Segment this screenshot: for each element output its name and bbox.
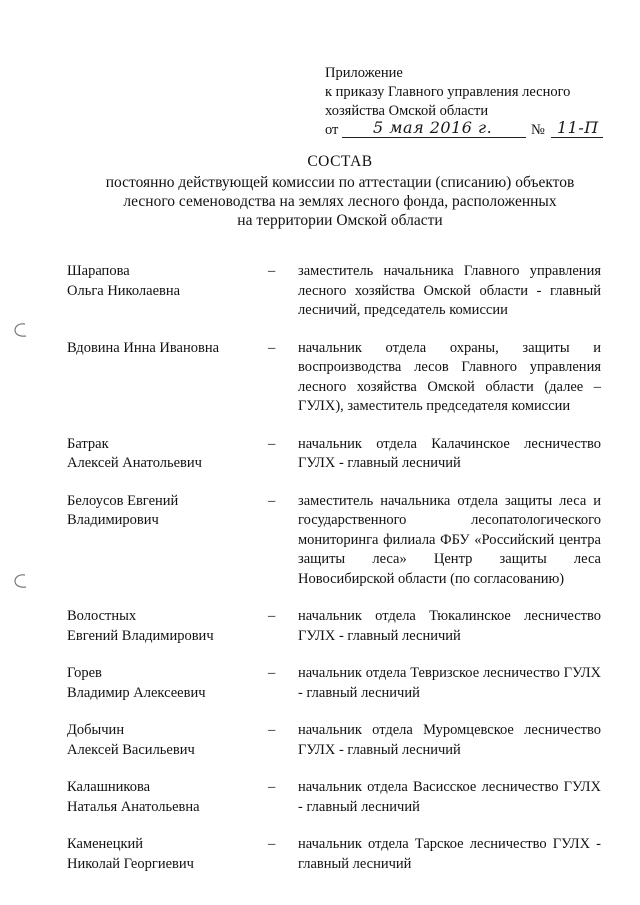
member-role: начальник отдела Калачинское лесничество ГУЛХ - главный лесничий [298, 435, 601, 471]
member-role: начальник отдела Тевризское лесничество ГУЛХ - главный лесничий [298, 665, 601, 701]
member-name: Калашникова Наталья Анатольевна [67, 779, 200, 815]
punch-hole-mark [14, 322, 28, 338]
dash-separator: – [268, 779, 276, 795]
order-date-number-line [325, 118, 599, 140]
member-name: Добычин Алексей Васильевич [67, 722, 195, 758]
member-name: Белоусов Евгений Владимирович [67, 492, 179, 528]
member-role: заместитель начальника Главного управления лесного хозяйства Омской области - главный лесничий, председатель комиссии [298, 263, 601, 318]
member-row [67, 778, 601, 817]
commission-members-list [67, 262, 601, 892]
member-name: Волостных Евгений Владимирович [67, 608, 214, 644]
member-name: Вдовина Инна Ивановна [67, 339, 220, 356]
member-name: Каменецкий Николай Георгиевич [67, 836, 194, 872]
annex-header [325, 64, 599, 140]
member-name: Шарапова Ольга Николаевна [67, 263, 181, 299]
member-row [67, 721, 601, 760]
member-row [67, 492, 601, 590]
punch-hole-mark [14, 573, 28, 589]
handwritten-number: 11-П [557, 118, 599, 137]
document-title [40, 152, 640, 230]
dash-separator: – [268, 435, 276, 452]
member-role: начальник отдела Тюкалинское лесничество ГУЛХ - главный лесничий [298, 608, 601, 644]
member-row [67, 339, 601, 417]
dash-separator: – [268, 263, 276, 279]
member-name: Батрак Алексей Анатольевич [67, 435, 202, 471]
title-line-1: постоянно действующей комиссии по аттестации (списанию) объектов [105, 174, 575, 191]
member-role: начальник отдела Муромцевское лесничество ГУЛХ - главный лесничий [298, 722, 601, 758]
number-label: № [531, 122, 545, 138]
member-row [67, 835, 601, 874]
member-role: начальник отдела Тарское лесничество ГУЛХ - главный лесничий [298, 836, 601, 872]
member-name: Горев Владимир Алексеевич [67, 665, 206, 701]
dash-separator: – [268, 608, 276, 624]
title-line-3: на территории Омской области [237, 212, 443, 229]
member-row [67, 435, 601, 474]
annex-line-3: хозяйства Омской области [325, 103, 489, 119]
member-role: заместитель начальника отдела защиты леса и государственного лесопатологического мониторинга филиала ФБУ «Российский центра защиты леса» Центр защиты леса Новосибирской области (по согласованию) [298, 492, 601, 587]
annex-line-2: к приказу Главного управления лесного [325, 84, 571, 100]
handwritten-date: 5 мая 2016 г. [373, 118, 493, 137]
from-label: от [325, 122, 339, 138]
title-main: СОСТАВ [307, 153, 373, 170]
member-row [67, 664, 601, 703]
member-role: начальник отдела Васисское лесничество ГУЛХ - главный лесничий [298, 779, 601, 815]
dash-separator: – [268, 722, 276, 738]
dash-separator: – [268, 339, 276, 356]
title-line-2: лесного семеноводства на землях лесного фонда, расположенных [123, 193, 557, 210]
member-row [67, 607, 601, 646]
dash-separator: – [268, 492, 276, 509]
dash-separator: – [268, 665, 276, 681]
dash-separator: – [268, 836, 276, 852]
member-row [67, 262, 601, 321]
member-role: начальник отдела охраны, защиты и воспроизводства лесов Главного управления лесного хозяйства Омской области (далее – ГУЛХ), заместитель председателя комиссии [298, 339, 601, 414]
annex-line-1: Приложение [325, 65, 403, 81]
